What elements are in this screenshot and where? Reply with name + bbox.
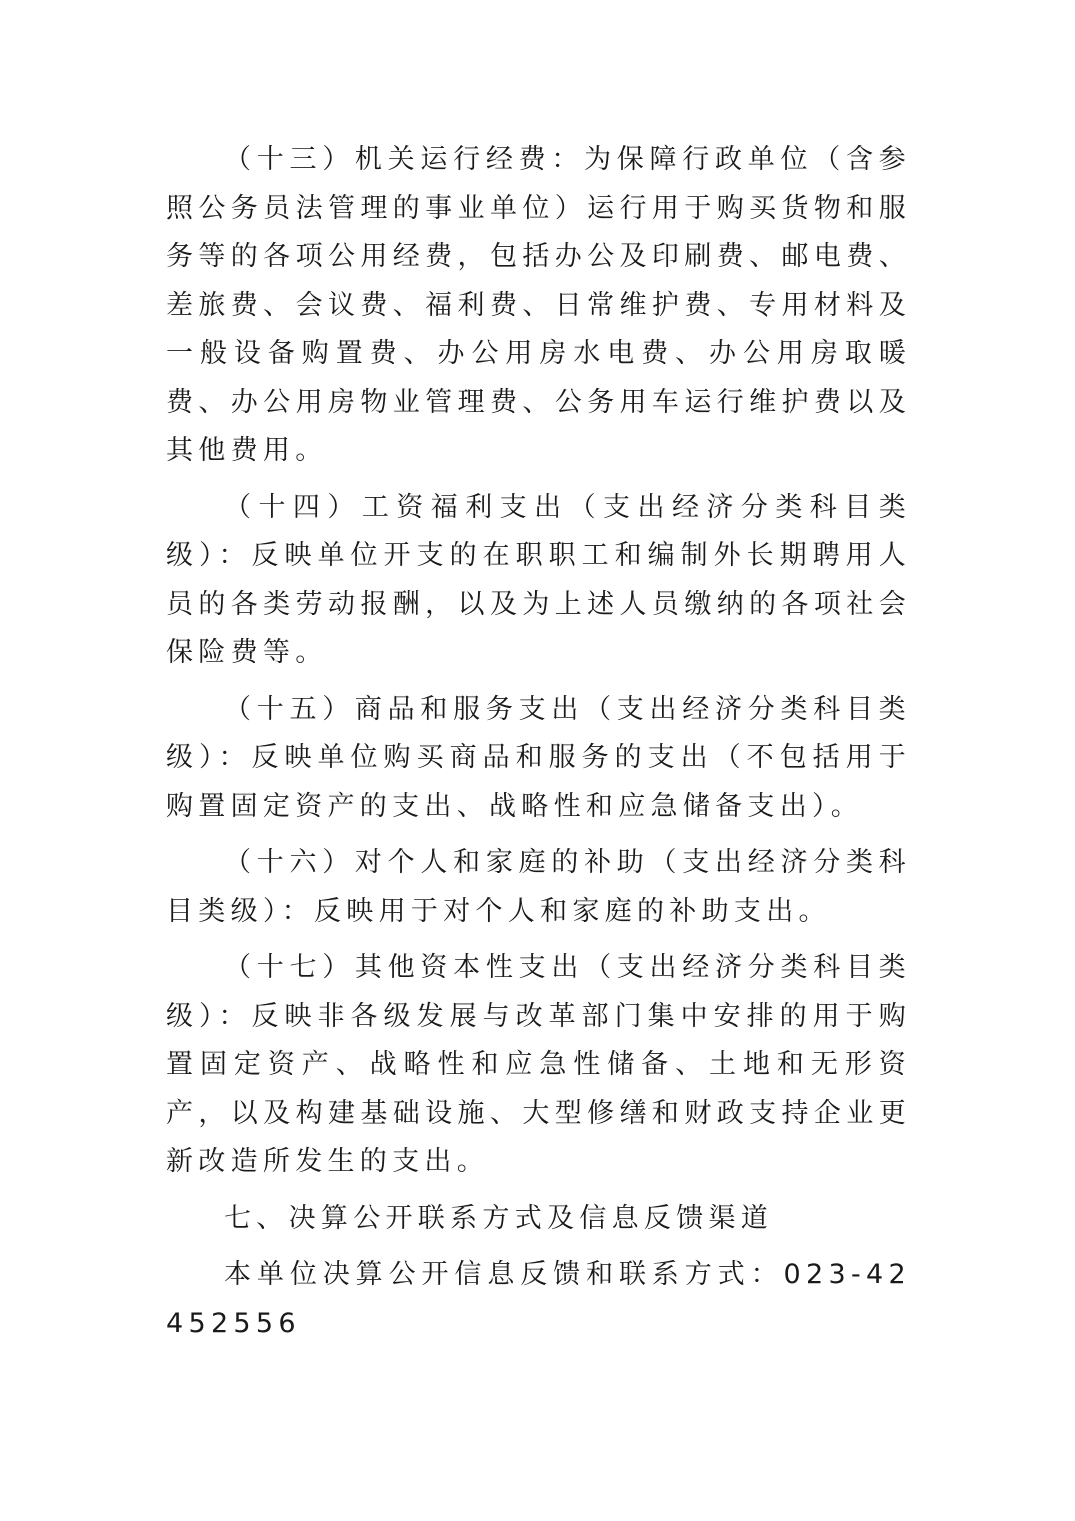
section-heading-contact: 七、决算公开联系方式及信息反馈渠道	[224, 1202, 774, 1234]
paragraph-15-goods-services: （十五）商品和服务支出（支出经济分类科目类级）：反映单位购买商品和服务的支出（不包括用于购置固定资产的支出、战略性和应急储备支出）。	[166, 693, 911, 822]
document-body	[166, 136, 911, 1356]
contact-line: 本单位决算公开信息反馈和联系方式：023-42452556	[166, 1259, 911, 1339]
paragraph-16-household-subsidies: （十六）对个人和家庭的补助（支出经济分类科目类级）：反映用于对个人和家庭的补助支出。	[166, 847, 911, 927]
paragraph-13-operating-expenses: （十三）机关运行经费：为保障行政单位（含参照公务员法管理的事业单位）运行用于购买货物和服务等的各项公用经费，包括办公及印刷费、邮电费、差旅费、会议费、福利费、日常维护费、专用材料及一般设备购置费、办公用房水电费、办公用房取暖费、办公用房物业管理费、公务用车运行维护费以及其他费用。	[166, 144, 911, 466]
paragraph-17-other-capital: （十七）其他资本性支出（支出经济分类科目类级）：反映非各级发展与改革部门集中安排的用于购置固定资产、战略性和应急性储备、土地和无形资产，以及构建基础设施、大型修缮和财政支持企业更新改造所发生的支出。	[166, 952, 911, 1177]
paragraph-14-wage-benefits: （十四）工资福利支出（支出经济分类科目类级）：反映单位开支的在职职工和编制外长期聘用人员的各类劳动报酬，以及为上述人员缴纳的各项社会保险费等。	[166, 491, 911, 668]
